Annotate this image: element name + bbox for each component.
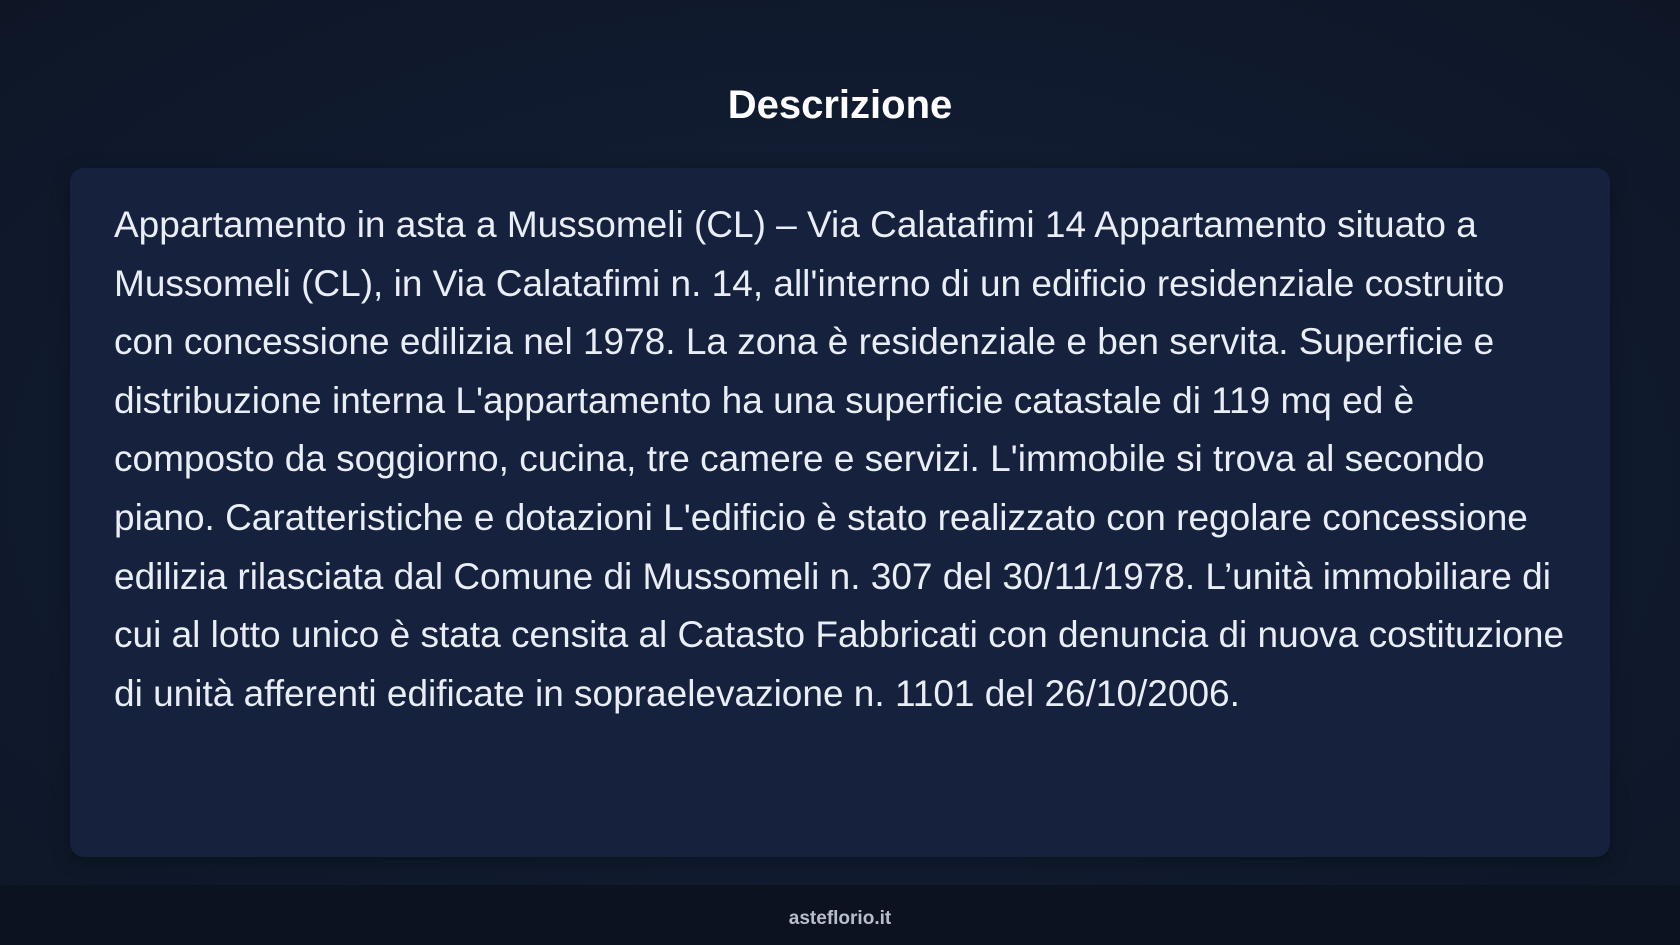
description-card	[70, 168, 1610, 857]
section-title: Descrizione	[727, 83, 953, 127]
footer-bar	[0, 885, 1680, 945]
description-text: Appartamento in asta a Mussomeli (CL) – Via Calatafimi 14 Appartamento situato a Mussomeli (CL), in Via Calatafimi n. 14, all'interno di un edificio residenziale costruito con concessione edilizia nel 1978. La zona è residenziale e ben servita. Superficie e distribuzione interna L'appartamento ha una superficie catastale di 119 mq ed è composto da soggiorno, cucina, tre camere e servizi. L'immobile si trova al secondo piano. Caratteristiche e dotazioni L'edificio è stato realizzato con regolare concessione edilizia rilasciata dal Comune di Mussomeli n. 307 del 30/11/1978. L’unità immobiliare di cui al lotto unico è stata censita al Catasto Fabbricati con denuncia di nuova costituzione di unità afferenti edificate in sopraelevazione n. 1101 del 26/10/2006.	[114, 204, 1565, 714]
footer-site-name: asteflorio.it	[788, 908, 892, 929]
